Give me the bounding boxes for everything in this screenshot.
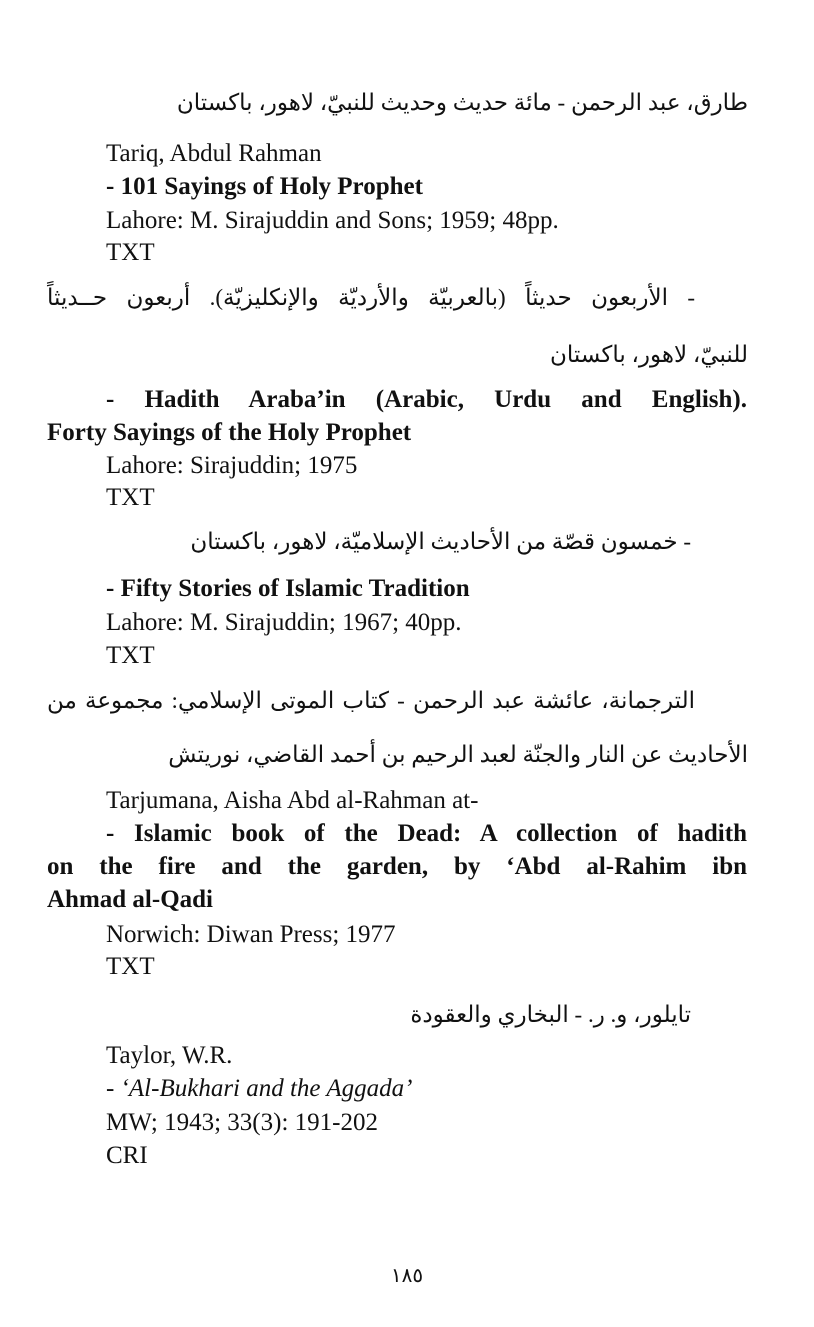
page-number: ١٨٥ bbox=[390, 1265, 424, 1287]
entry-5-code: CRI bbox=[106, 1142, 148, 1169]
entry-1-author: Tariq, Abdul Rahman bbox=[106, 140, 322, 167]
entry-3-title: - Fifty Stories of Islamic Tradition bbox=[106, 575, 470, 602]
entry-2-arabic-line-2: للنبيّ، لاهور، باكستان bbox=[550, 342, 748, 367]
entry-3-imprint: Lahore: M. Sirajuddin; 1967; 40pp. bbox=[106, 609, 462, 636]
entry-2-title-line-2: Forty Sayings of the Holy Prophet bbox=[47, 419, 412, 446]
entry-1-imprint: Lahore: M. Sirajuddin and Sons; 1959; 48pp. bbox=[106, 207, 559, 234]
entry-4-title-line-2: on the fire and the garden, by ‘Abd al-Rahim ibn bbox=[47, 853, 747, 880]
entry-2-imprint: Lahore: Sirajuddin; 1975 bbox=[106, 452, 358, 479]
entry-4-imprint: Norwich: Diwan Press; 1977 bbox=[106, 921, 396, 948]
entry-1-title: - 101 Sayings of Holy Prophet bbox=[106, 173, 423, 200]
entry-2-code: TXT bbox=[106, 484, 155, 511]
entry-5-arabic: تايلور، و. ر. - البخاري والعقودة bbox=[410, 1002, 691, 1027]
entry-4-code: TXT bbox=[106, 953, 155, 980]
entry-4-title-line-3: Ahmad al-Qadi bbox=[47, 886, 214, 913]
entry-4-title-line-1: - Islamic book of the Dead: A collection of hadith bbox=[106, 820, 747, 847]
entry-5-title-line bbox=[106, 1074, 412, 1104]
entry-2-arabic-line-1: - الأربعون حديثاً (بالعربيّة والأرديّة والإنكليزيّة). أربعون حــديثاً bbox=[47, 285, 695, 310]
entry-3-code: TXT bbox=[106, 642, 155, 669]
entry-2-title-line-1: - Hadith Araba’in (Arabic, Urdu and English). bbox=[106, 386, 747, 413]
entry-5-imprint: MW; 1943; 33(3): 191-202 bbox=[106, 1109, 378, 1136]
entry-4-author: Tarjumana, Aisha Abd al-Rahman at- bbox=[106, 787, 479, 814]
entry-4-arabic-line-1: الترجمانة، عائشة عبد الرحمن - كتاب الموتى الإسلامي: مجموعة من bbox=[47, 688, 695, 713]
entry-5-title-prefix: - bbox=[106, 1075, 121, 1102]
entry-4-arabic-line-2: الأحاديث عن النار والجنّة لعبد الرحيم بن أحمد القاضي، نوريتش bbox=[168, 742, 748, 767]
entry-5-author: Taylor, W.R. bbox=[106, 1042, 233, 1069]
entry-5-title: ‘Al-Bukhari and the Aggada’ bbox=[120, 1075, 413, 1102]
entry-3-arabic: - خمسون قصّة من الأحاديث الإسلاميّة، لاهور، باكستان bbox=[190, 529, 691, 554]
entry-1-arabic: طارق، عبد الرحمن - مائة حديث وحديث للنبيّ، لاهور، باكستان bbox=[176, 90, 748, 115]
entry-1-code: TXT bbox=[106, 239, 155, 266]
